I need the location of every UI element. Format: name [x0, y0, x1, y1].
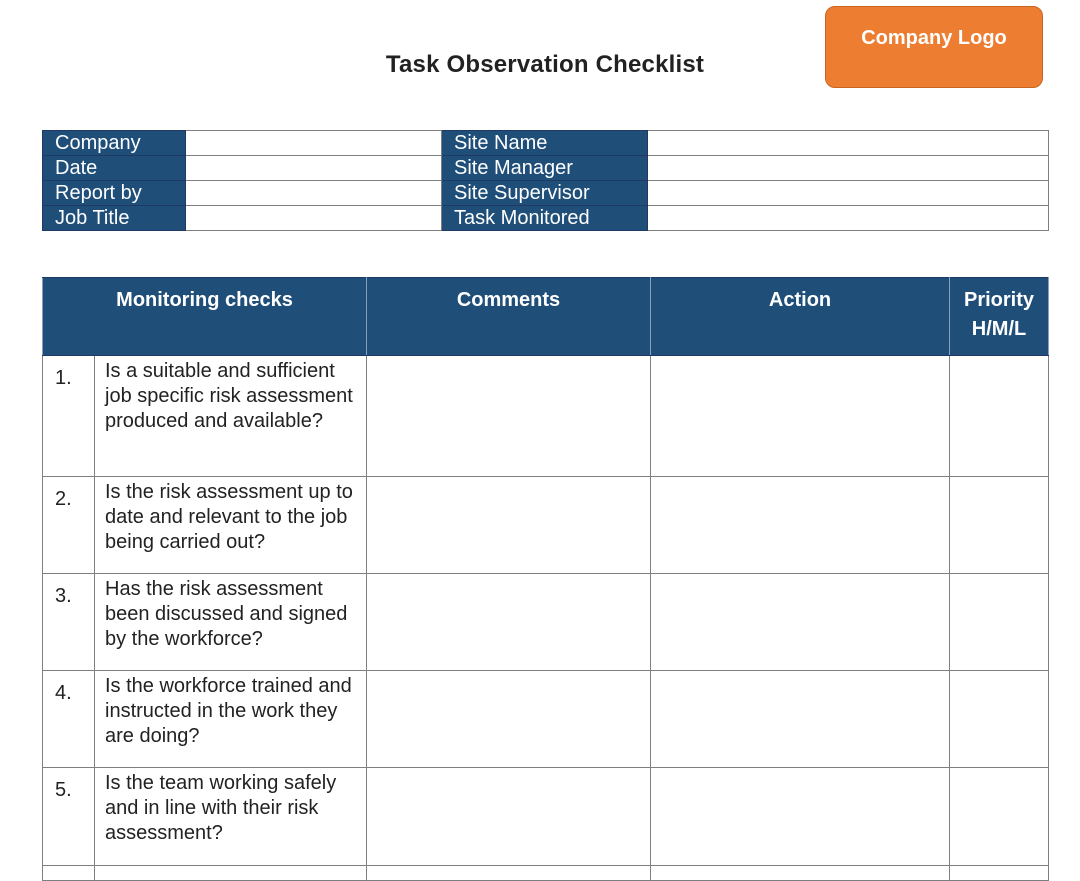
task-monitored-label: Task Monitored — [442, 206, 648, 231]
page-title: Task Observation Checklist — [385, 51, 705, 78]
check-question: Is the risk assessment up to date and relevant to the job being carried out? — [95, 477, 367, 574]
site-supervisor-label: Site Supervisor — [442, 181, 648, 206]
date-field[interactable] — [186, 156, 442, 181]
priority-header — [950, 278, 1049, 356]
priority-cell[interactable] — [950, 477, 1049, 574]
check-question: Is the workforce trained and instructed in the work they are doing? — [95, 671, 367, 768]
action-cell[interactable] — [651, 574, 950, 671]
action-header: Action — [651, 278, 950, 356]
comments-cell[interactable] — [367, 356, 651, 477]
info-row — [43, 156, 1049, 181]
check-question — [95, 866, 367, 881]
action-cell[interactable] — [651, 866, 950, 881]
company-logo-placeholder: Company Logo — [825, 6, 1043, 88]
row-number: 1. — [43, 356, 95, 477]
priority-cell[interactable] — [950, 356, 1049, 477]
table-row — [43, 768, 1049, 866]
priority-cell[interactable] — [950, 574, 1049, 671]
table-row — [43, 866, 1049, 881]
priority-header-line1: Priority — [964, 289, 1035, 311]
job-title-field[interactable] — [186, 206, 442, 231]
action-cell[interactable] — [651, 356, 950, 477]
row-number: 2. — [43, 477, 95, 574]
company-label: Company — [43, 131, 186, 156]
table-header-row — [43, 278, 1049, 356]
info-row — [43, 131, 1049, 156]
monitoring-checks-table — [42, 277, 1049, 881]
site-name-field[interactable] — [648, 131, 1049, 156]
comments-cell[interactable] — [367, 866, 651, 881]
priority-cell[interactable] — [950, 671, 1049, 768]
site-supervisor-field[interactable] — [648, 181, 1049, 206]
comments-cell[interactable] — [367, 477, 651, 574]
company-field[interactable] — [186, 131, 442, 156]
table-row — [43, 671, 1049, 768]
info-row — [43, 181, 1049, 206]
info-row — [43, 206, 1049, 231]
date-label: Date — [43, 156, 186, 181]
info-table — [42, 130, 1049, 231]
table-row — [43, 574, 1049, 671]
table-row — [43, 356, 1049, 477]
row-number — [43, 866, 95, 881]
action-cell[interactable] — [651, 477, 950, 574]
priority-cell[interactable] — [950, 768, 1049, 866]
check-question: Has the risk assessment been discussed and signed by the workforce? — [95, 574, 367, 671]
check-question: Is a suitable and sufficient job specific risk assessment produced and available? — [95, 356, 367, 477]
monitoring-checks-header: Monitoring checks — [43, 278, 367, 356]
comments-cell[interactable] — [367, 768, 651, 866]
site-name-label: Site Name — [442, 131, 648, 156]
action-cell[interactable] — [651, 671, 950, 768]
comments-cell[interactable] — [367, 574, 651, 671]
task-monitored-field[interactable] — [648, 206, 1049, 231]
comments-cell[interactable] — [367, 671, 651, 768]
site-manager-field[interactable] — [648, 156, 1049, 181]
row-number: 3. — [43, 574, 95, 671]
comments-header: Comments — [367, 278, 651, 356]
report-by-field[interactable] — [186, 181, 442, 206]
row-number: 4. — [43, 671, 95, 768]
action-cell[interactable] — [651, 768, 950, 866]
job-title-label: Job Title — [43, 206, 186, 231]
report-by-label: Report by — [43, 181, 186, 206]
priority-cell[interactable] — [950, 866, 1049, 881]
priority-header-line2: H/M/L — [971, 318, 1027, 340]
check-question: Is the team working safely and in line with their risk assessment? — [95, 768, 367, 866]
row-number: 5. — [43, 768, 95, 866]
site-manager-label: Site Manager — [442, 156, 648, 181]
table-row — [43, 477, 1049, 574]
